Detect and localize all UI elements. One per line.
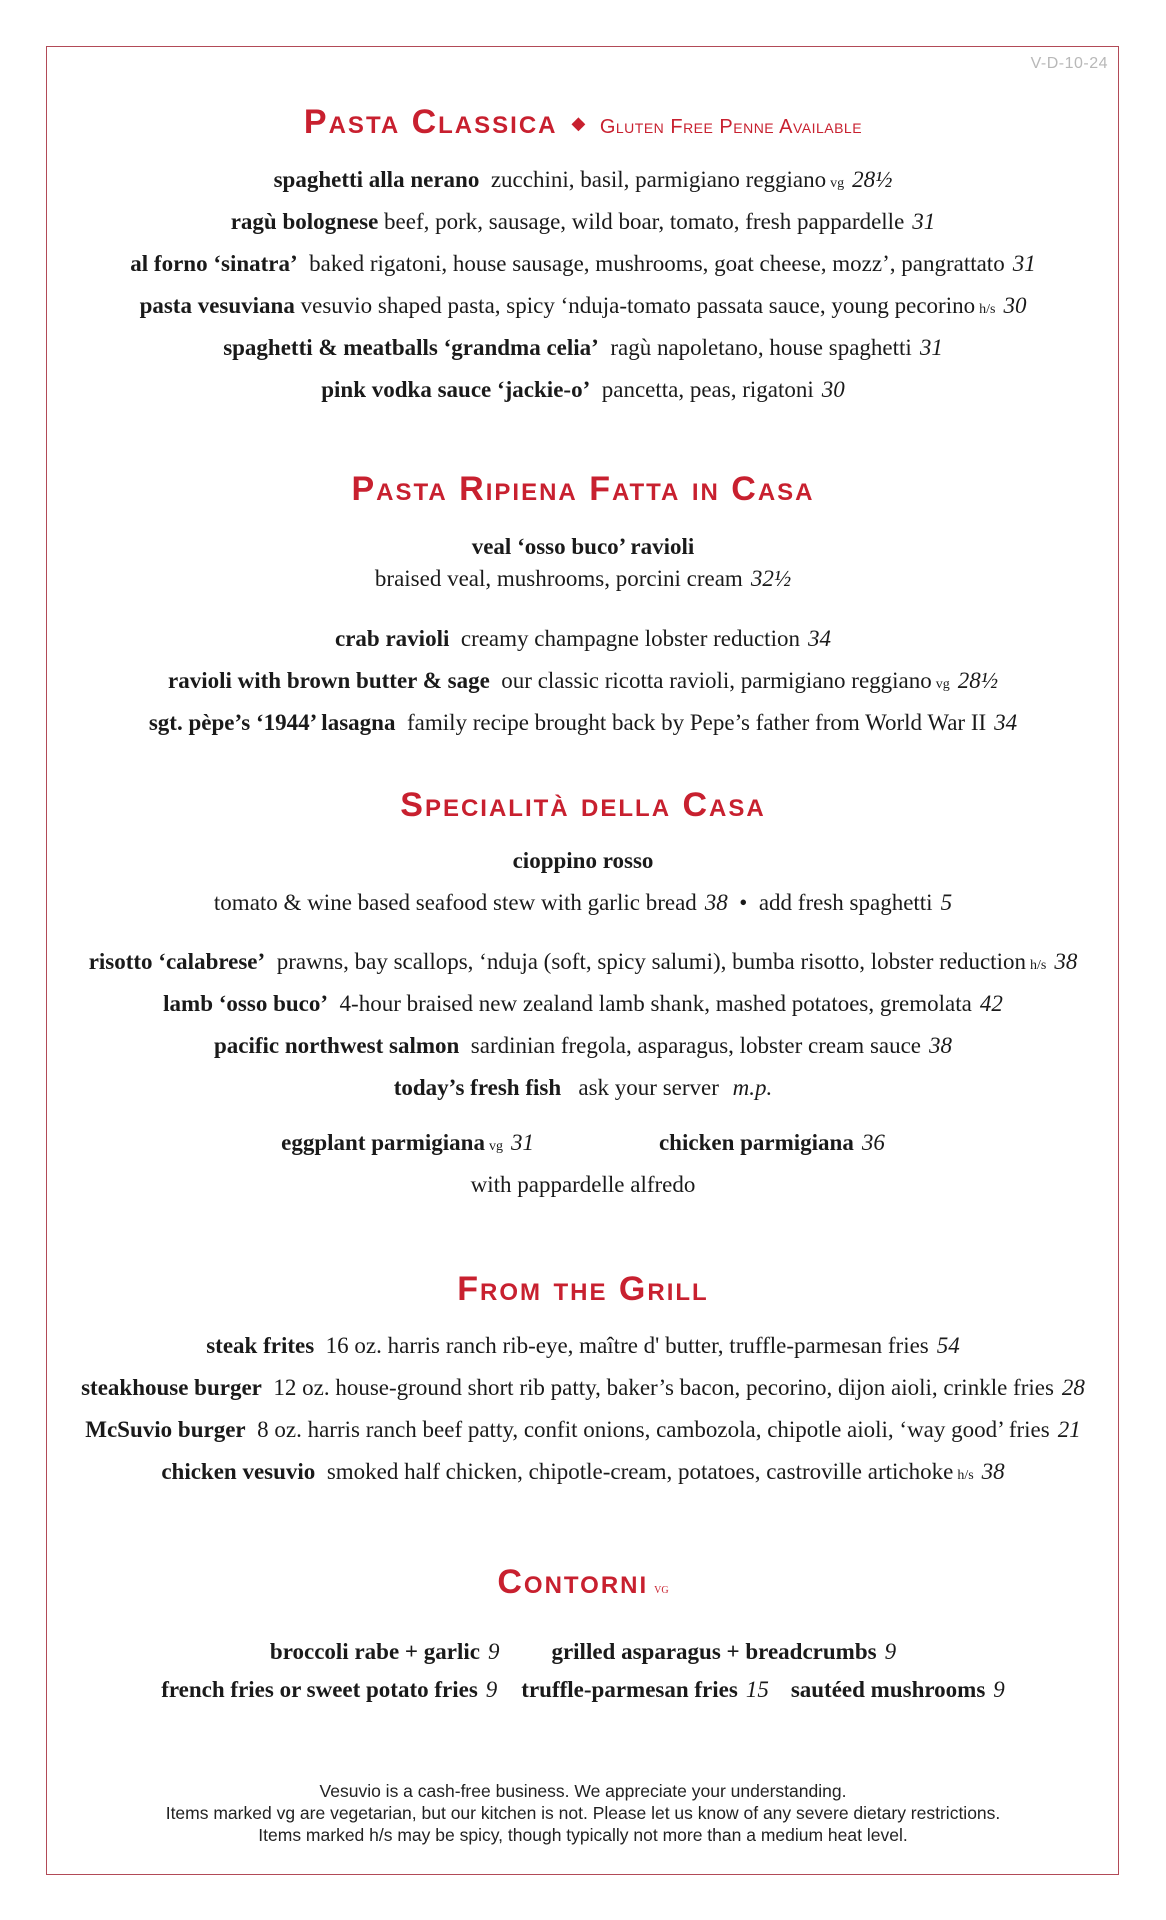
item-price: 28½ (852, 167, 893, 192)
section-title: From the Grill (457, 1270, 709, 1308)
item-price: 15 (745, 1677, 769, 1702)
diamond-icon: ◆ (571, 113, 586, 133)
item-name: eggplant parmigiana (281, 1130, 485, 1155)
item-description: our classic ricotta ravioli, parmigiano reggiano (501, 668, 932, 693)
footer-line-3: Items marked h/s may be spicy, though typically not more than a medium heat level. (258, 1825, 908, 1845)
item-price: 30 (1003, 293, 1027, 318)
item-name: truffle-parmesan fries (521, 1677, 738, 1702)
section-tag: vg (654, 1582, 669, 1597)
item-price: 31 (1012, 251, 1036, 276)
item-tag: h/s (1029, 958, 1047, 973)
item-name: risotto ‘calabrese’ (88, 949, 266, 974)
item-tag: vg (935, 677, 950, 692)
item-price: 32½ (750, 566, 792, 591)
item-name: veal ‘osso buco’ ravioli (471, 534, 695, 559)
bullet-separator: • (739, 890, 748, 915)
item-description: family recipe brought back by Pepe’s father from World War II (406, 710, 987, 735)
item-name: spaghetti alla nerano (273, 167, 480, 192)
item-name: ragù bolognese (230, 209, 379, 234)
grill-heading (0, 1270, 1166, 1309)
item-description: tomato & wine based seafood stew with garlic bread (213, 890, 697, 915)
item-price: 28½ (957, 668, 998, 693)
menu-item (0, 165, 1166, 199)
specialita-heading (0, 786, 1166, 825)
item-price: 9 (485, 1677, 498, 1702)
item-price: 31 (510, 1130, 534, 1155)
pasta-ripiena-heading (0, 470, 1166, 509)
item-tag: vg (488, 1139, 503, 1154)
menu-item (0, 1457, 1166, 1491)
item-description: ask your server (578, 1075, 719, 1100)
menu-item (0, 291, 1166, 325)
pasta-classica-heading (0, 103, 1166, 142)
item-price: 28 (1061, 1375, 1085, 1400)
item-description: 16 oz. harris ranch rib-eye, maître d' butter, truffle-parmesan fries (325, 1333, 929, 1358)
item-price: 54 (936, 1333, 960, 1358)
section-title: Contorni (497, 1563, 649, 1601)
item-name: french fries or sweet potato fries (161, 1677, 478, 1702)
item-name: pacific northwest salmon (213, 1033, 460, 1058)
item-price: 38 (1054, 949, 1078, 974)
item-price: 34 (994, 710, 1018, 735)
item-name: steak frites (206, 1333, 315, 1358)
item-name: lamb ‘osso buco’ (163, 991, 329, 1016)
item-name: grilled asparagus + breadcrumbs (551, 1639, 877, 1664)
menu-item-description (0, 564, 1166, 594)
addon-description: add fresh spaghetti (758, 890, 933, 915)
item-price: 31 (919, 335, 943, 360)
item-price: 38 (704, 890, 728, 915)
item-description: pancetta, peas, rigatoni (601, 377, 814, 402)
menu-item (0, 249, 1166, 279)
menu-item (0, 708, 1166, 738)
item-description: sardinian fregola, asparagus, lobster cream sauce (470, 1033, 922, 1058)
item-name: today’s fresh fish (393, 1075, 562, 1100)
section-title: Pasta Classica (303, 103, 558, 141)
menu-item (0, 1073, 1166, 1103)
item-price: 9 (487, 1639, 500, 1664)
document-code: V-D-10-24 (1030, 55, 1108, 72)
menu-item (0, 375, 1166, 405)
item-name: chicken vesuvio (161, 1459, 316, 1484)
menu-item (0, 989, 1166, 1019)
item-description: beef, pork, sausage, wild boar, tomato, fresh pappardelle (384, 209, 905, 234)
menu-item (0, 1373, 1166, 1403)
item-tag: vg (830, 176, 845, 191)
item-price: 38 (929, 1033, 953, 1058)
addon-price: 5 (940, 890, 953, 915)
menu-item-description (0, 888, 1166, 918)
item-name: ravioli with brown butter & sage (167, 668, 490, 693)
item-name: broccoli rabe + garlic (269, 1639, 480, 1664)
item-description: creamy champagne lobster reduction (460, 626, 800, 651)
item-description: ragù napoletano, house spaghetti (610, 335, 912, 360)
parmigiana-row (0, 1128, 1166, 1162)
menu-item-name (0, 532, 1166, 562)
item-price: 38 (981, 1459, 1005, 1484)
menu-item (0, 624, 1166, 654)
section-title: Specialità della Casa (400, 786, 766, 824)
section-subtitle: Gluten Free Penne Available (599, 116, 863, 138)
menu-item (0, 666, 1166, 700)
item-description: baked rigatoni, house sausage, mushrooms, goat cheese, mozz’, pangrattato (309, 251, 1005, 276)
item-name: crab ravioli (335, 626, 450, 651)
contorni-row-2 (0, 1675, 1166, 1705)
item-name: McSuvio burger (85, 1417, 246, 1442)
item-name: steakhouse burger (81, 1375, 262, 1400)
menu-item (0, 1331, 1166, 1361)
item-price: 9 (993, 1677, 1005, 1702)
menu-item (0, 947, 1166, 981)
item-price: 9 (884, 1639, 897, 1664)
item-price: 31 (912, 209, 936, 234)
item-tag: h/s (979, 302, 996, 317)
item-description: 4-hour braised new zealand lamb shank, mashed potatoes, gremolata (339, 991, 972, 1016)
menu-item (0, 333, 1166, 363)
item-name: spaghetti & meatballs ‘grandma celia’ (223, 335, 599, 360)
item-price: m.p. (732, 1075, 773, 1100)
item-price: 30 (821, 377, 845, 402)
contorni-row-1 (0, 1637, 1166, 1667)
contorni-heading (0, 1563, 1166, 1602)
item-price: 34 (807, 626, 831, 651)
menu-item (0, 207, 1166, 237)
footer-line-1: Vesuvio is a cash-free business. We appreciate your understanding. (319, 1781, 847, 1801)
item-name: pink vodka sauce ‘jackie-o’ (321, 377, 591, 402)
item-description: with pappardelle alfredo (470, 1172, 696, 1197)
item-description: zucchini, basil, parmigiano reggiano (490, 167, 827, 192)
item-description: smoked half chicken, chipotle-cream, potatoes, castroville artichoke (326, 1459, 954, 1484)
menu-item (0, 1031, 1166, 1061)
item-price: 21 (1057, 1417, 1081, 1442)
item-description: vesuvio shaped pasta, spicy ‘nduja-tomato passata sauce, young pecorino (300, 293, 976, 318)
item-description: prawns, bay scallops, ‘nduja (soft, spicy salumi), bumba risotto, lobster reduction (276, 949, 1026, 974)
footer-line-2: Items marked vg are vegetarian, but our kitchen is not. Please let us know of any severe dietary restrictions. (165, 1803, 1001, 1823)
item-name: cioppino rosso (512, 848, 654, 873)
item-price: 36 (861, 1130, 885, 1155)
item-description: braised veal, mushrooms, porcini cream (374, 566, 743, 591)
item-name: pasta vesuviana (139, 293, 295, 318)
item-description: 12 oz. house-ground short rib patty, baker’s bacon, pecorino, dijon aioli, crinkle fries (273, 1375, 1054, 1400)
item-description: 8 oz. harris ranch beef patty, confit onions, cambozola, chipotle aioli, ‘way good’ fries (257, 1417, 1050, 1442)
menu-item (0, 1415, 1166, 1445)
menu-item-name (0, 846, 1166, 876)
item-price: 42 (979, 991, 1003, 1016)
parmigiana-note (0, 1170, 1166, 1200)
item-name: sautéed mushrooms (790, 1677, 986, 1702)
item-name: chicken parmigiana (658, 1130, 854, 1155)
item-name: al forno ‘sinatra’ (130, 251, 298, 276)
item-tag: h/s (957, 1468, 974, 1483)
item-name: sgt. pèpe’s ‘1944’ lasagna (148, 710, 396, 735)
section-title: Pasta Ripiena Fatta in Casa (351, 470, 815, 508)
